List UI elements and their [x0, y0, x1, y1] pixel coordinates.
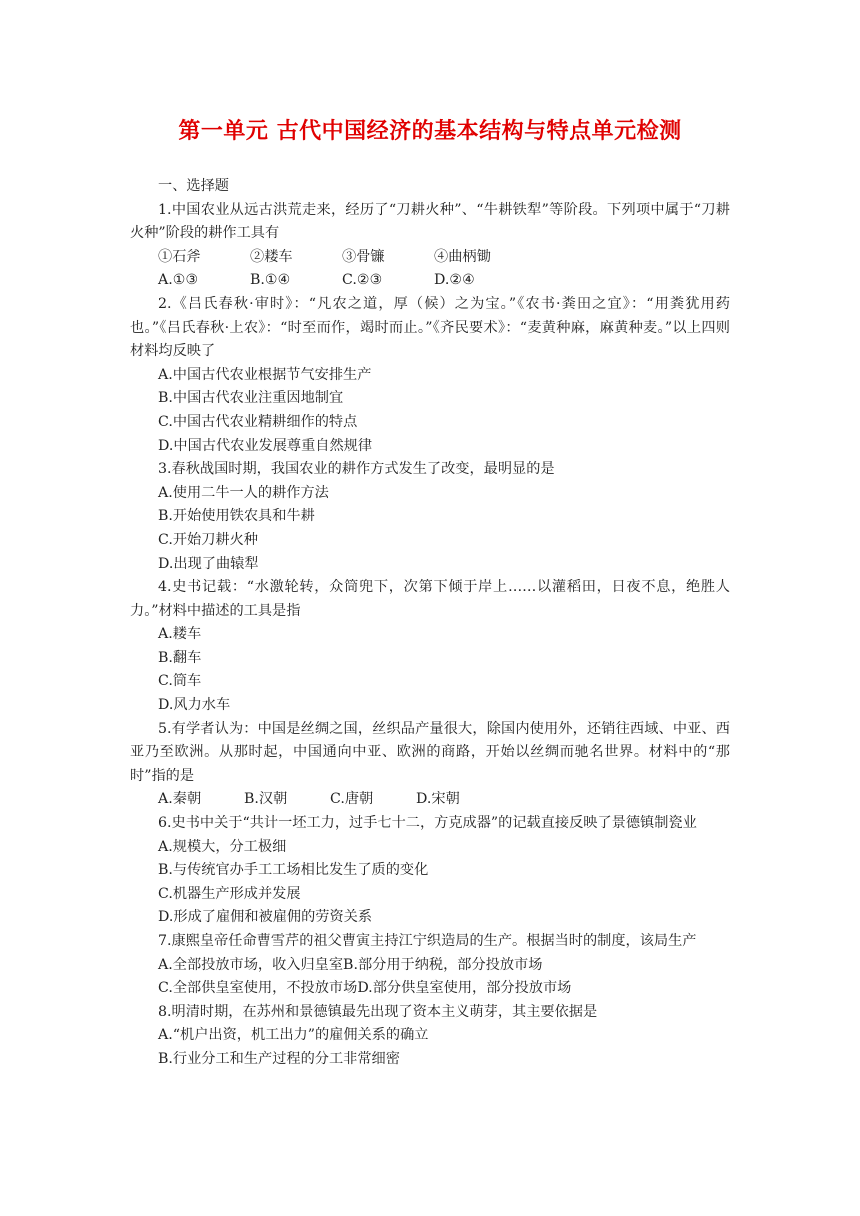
q2-option: A.中国古代农业根据节气安排生产: [158, 366, 372, 383]
q7-option: C.全部供皇室使用，不投放市场: [158, 980, 358, 997]
q5-option: D.宋朝: [416, 791, 460, 808]
question-3-stem: 3.春秋战国时期，我国农业的耕作方式发生了改变，最明显的是: [158, 461, 555, 478]
question-4-stem: 4.史书记载：“水激轮转，众筒兜下，次第下倾于岸上……以灌稻田，日夜不息，绝胜人力。”材料中描述的工具是指: [130, 579, 730, 619]
q3-option: D.出现了曲辕犁: [158, 555, 259, 572]
q3-option: B.开始使用铁农具和牛耕: [158, 508, 315, 525]
question-1-items: [130, 246, 730, 270]
q8-option: B.行业分工和生产过程的分工非常细密: [158, 1050, 400, 1067]
q1-option: D.②④: [434, 272, 475, 289]
q4-option: B.翻车: [158, 649, 202, 666]
question-1-stem: 1.中国农业从远古洪荒走来，经历了“刀耕火种”、“牛耕铁犁”等阶段。下列项中属于“刀耕火种”阶段的耕作工具有: [130, 201, 730, 242]
q6-option: A.规模大，分工极细: [158, 838, 287, 855]
q1-option: C.②③: [342, 272, 383, 289]
q1-item: ③骨镰: [342, 248, 385, 265]
q1-option: A.①③: [158, 272, 199, 289]
q1-item: ①石斧: [158, 248, 201, 265]
question-1-options: [130, 269, 730, 293]
section-heading: 一、选择题: [158, 178, 229, 194]
question-5-options: [130, 788, 730, 812]
page-title: 第一单元 古代中国经济的基本结构与特点单元检测: [178, 119, 682, 144]
q1-item: ②耧车: [250, 248, 293, 265]
question-8-stem: 8.明清时期，在苏州和景德镇最先出现了资本主义萌芽，其主要依据是: [158, 1003, 598, 1020]
q6-option: D.形成了雇佣和被雇佣的劳资关系: [158, 909, 373, 926]
question-5-stem: 5.有学者认为：中国是丝绸之国，丝织品产量很大，除国内使用外，还销往西域、中亚、西亚乃至欧洲。从那时起，中国通向中亚、欧洲的商路，开始以丝绸而驰名世界。材料中的“那时”指的是: [130, 720, 730, 784]
q1-item: ④曲柄锄: [434, 248, 491, 265]
document-body: [130, 175, 730, 1072]
q3-option: A.使用二牛一人的耕作方法: [158, 484, 329, 501]
q3-option: C.开始刀耕火种: [158, 531, 258, 548]
q5-option: C.唐朝: [330, 791, 374, 808]
question-6-stem: 6.史书中关于“共计一坯工力，过手七十二，方克成器”的记载直接反映了景德镇制瓷业: [158, 815, 697, 832]
q8-option: A.“机户出资，机工出力”的雇佣关系的确立: [158, 1027, 429, 1044]
q5-option: B.汉朝: [244, 791, 288, 808]
q2-option: C.中国古代农业精耕细作的特点: [158, 413, 358, 430]
q2-option: B.中国古代农业注重因地制宜: [158, 390, 344, 407]
q1-option: B.①④: [250, 272, 291, 289]
q4-option: D.风力水车: [158, 697, 231, 714]
q2-option: D.中国古代农业发展尊重自然规律: [158, 437, 373, 454]
q7-option: A.全部投放市场，收入归皇室: [158, 956, 344, 973]
question-7-options-row-2: [130, 977, 730, 1001]
q4-option: A.耧车: [158, 626, 202, 643]
q7-option: D.部分供皇室使用，部分投放市场: [357, 980, 572, 997]
q6-option: C.机器生产形成并发展: [158, 885, 301, 902]
q7-option: B.部分用于纳税，部分投放市场: [343, 956, 543, 973]
question-7-options-row-1: [130, 954, 730, 978]
question-2-stem: 2.《吕氏春秋·审时》：“凡农之道，厚（候）之为宝。”《农书·粪田之宜》：“用粪犹用药也。”《吕氏春秋·上农》：“时至而作，竭时而止。”《齐民要术》：“麦黄种麻，麻黄种麦。”以上四则材料均反映了: [130, 295, 730, 360]
question-7-stem: 7.康熙皇帝任命曹雪芹的祖父曹寅主持江宁织造局的生产。根据当时的制度，该局生产: [158, 933, 697, 949]
q5-option: A.秦朝: [158, 791, 202, 808]
q4-option: C.筒车: [158, 673, 202, 690]
q6-option: B.与传统官办手工工场相比发生了质的变化: [158, 862, 429, 879]
